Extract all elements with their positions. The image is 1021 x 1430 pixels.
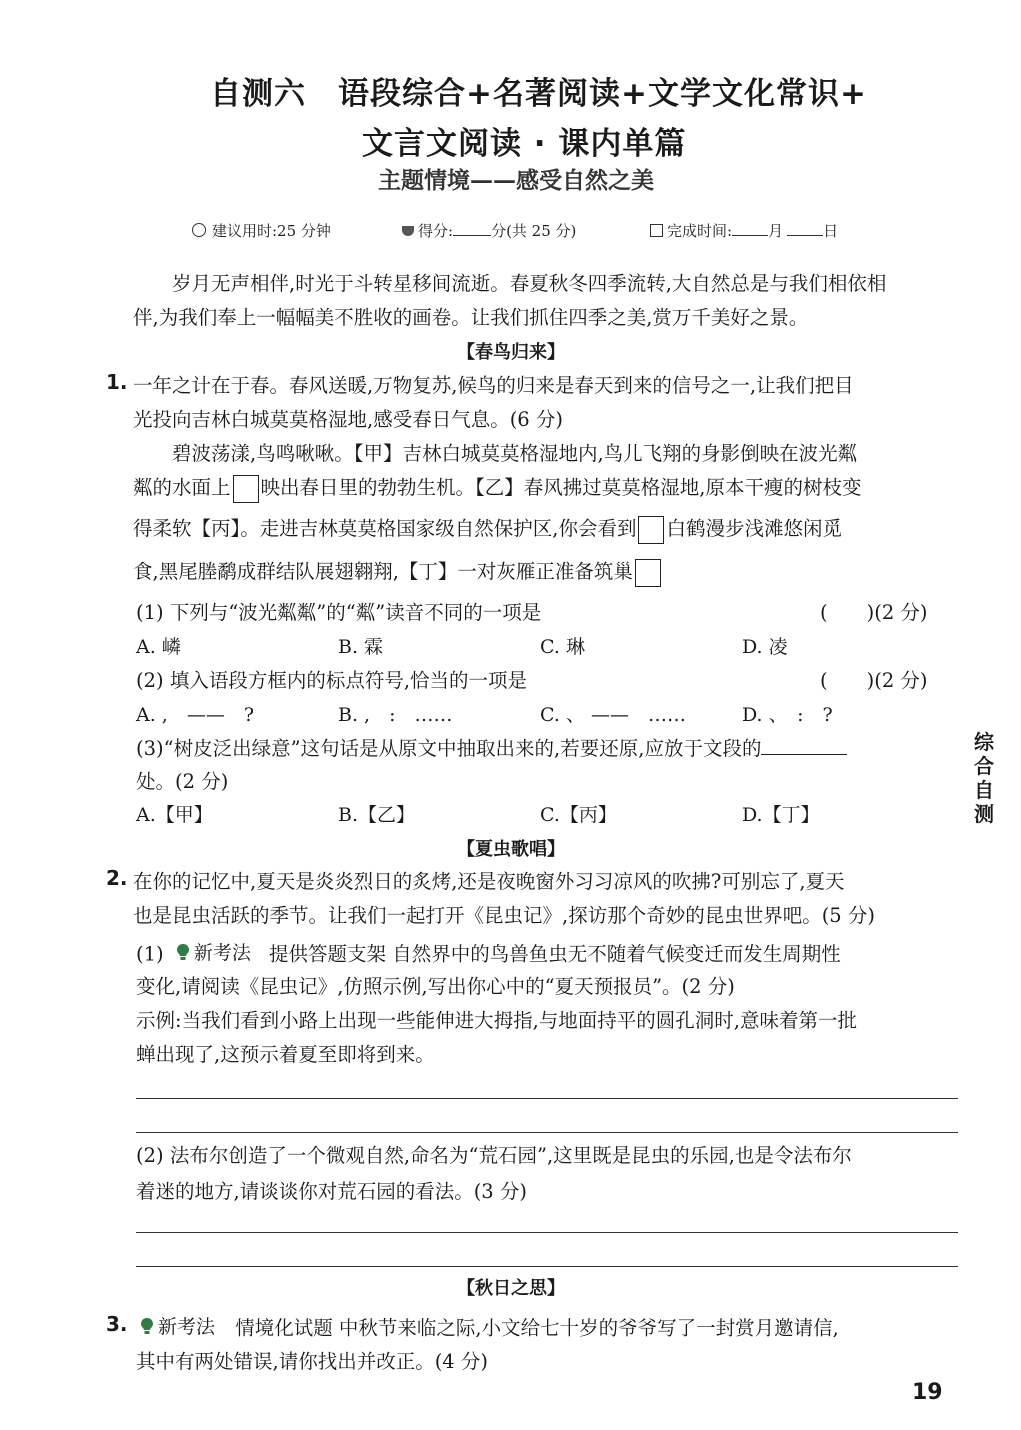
score-blank[interactable] (453, 221, 491, 236)
section-heading-summer: 【夏虫歌唱】 (457, 839, 565, 860)
question-2-number: 2. (106, 866, 128, 890)
q1-sub3-option-c[interactable]: C.【丙】 (540, 804, 617, 826)
lightbulb-icon (176, 943, 190, 961)
q1-sub1-option-c[interactable]: C. 琳 (540, 636, 585, 658)
page-number: 19 (912, 1380, 943, 1405)
q2-stem-line1: 在你的记忆中,夏天是炎炎烈日的炙烤,还是夜晚窗外习习凉风的吹拂?可别忘了,夏天 (133, 870, 845, 893)
q1-sub2-answer-paren[interactable]: ( )(2 分) (820, 669, 928, 692)
page-title-line2: 文言文阅读 · 课内单篇 (362, 126, 687, 162)
q3-text: 情境化试题 中秋节来临之际,小文给七十岁的爷爷写了一封赏月邀请信, (235, 1316, 839, 1340)
score-label: 得分: (418, 222, 454, 240)
q1-sub3-stem2: 处。(2 分) (136, 770, 229, 793)
sidebar-char: 合 (974, 754, 994, 778)
punctuation-box-1[interactable] (233, 475, 259, 503)
tag-label: 新考法 (158, 1316, 216, 1338)
intro-line2: 伴,为我们奉上一幅幅美不胜收的画卷。让我们抓住四季之美,赏万千美好之景。 (133, 306, 809, 329)
tag-label: 新考法 (193, 942, 251, 964)
passage-text: 映出春日里的勃勃生机。【乙】春风拂过莫莫格湿地,原本干瘦的树枝变 (260, 476, 862, 499)
month-blank[interactable] (732, 221, 768, 236)
meta-row (192, 220, 331, 241)
q2-stem-line2: 也是昆虫活跃的季节。让我们一起打开《昆虫记》,探访那个奇妙的昆虫世界吧。(5 分) (133, 904, 876, 927)
question-3-number: 3. (106, 1312, 128, 1336)
q1-passage-line3 (133, 513, 842, 544)
passage-text: 白鹤漫步浅滩悠闲觅 (666, 517, 842, 540)
punctuation-box-3[interactable] (635, 559, 661, 587)
intro-line1: 岁月无声相伴,时光于斗转星移间流逝。春夏秋冬四季流转,大自然总是与我们相依相 (172, 272, 887, 295)
lightbulb-icon (140, 1317, 154, 1335)
q1-sub1-stem: (1) 下列与“波光粼粼”的“粼”读音不同的一项是 (136, 601, 542, 624)
q2-example-line1: 示例:当我们看到小路上出现一些能伸进大拇指,与地面持平的圆孔洞时,意味着第一批 (136, 1009, 857, 1032)
q2-sub2-line2: 着迷的地方,请谈谈你对荒石园的看法。(3 分) (136, 1180, 528, 1203)
q1-sub3-answer-blank[interactable] (761, 736, 847, 755)
q1-sub2-option-a[interactable]: A. , —— ? (136, 704, 255, 726)
time-label: 建议用时:25 分钟 (212, 222, 331, 240)
sub3-text: (3)“树皮泛出绿意”这句话是从原文中抽取出来的,若要还原,应放于文段的 (136, 737, 762, 760)
passage-text: 得柔软【丙】。走进吉林莫莫格国家级自然保护区,你会看到 (133, 517, 637, 540)
answer-line[interactable] (136, 1098, 958, 1099)
trophy-icon (402, 226, 414, 236)
passage-text: 食,黑尾塍鹬成群结队展翅翱翔,【丁】一对灰雁正准备筑巢 (133, 560, 633, 583)
q1-sub2-stem: (2) 填入语段方框内的标点符号,恰当的一项是 (136, 669, 528, 692)
clock-icon (192, 223, 206, 237)
score-field (402, 220, 576, 241)
q1-sub3-option-b[interactable]: B.【乙】 (338, 804, 416, 826)
q1-sub3-option-a[interactable]: A.【甲】 (136, 804, 213, 826)
page-title-line1: 自测六 语段综合+名著阅读+文学文化常识+ (210, 76, 867, 112)
new-method-tag (140, 1312, 215, 1339)
q2-sub2-line1: (2) 法布尔创造了一个微观自然,命名为“荒石园”,这里既是昆虫的乐园,也是令法布尔 (136, 1144, 852, 1167)
q2-example-line2: 蝉出现了,这预示着夏至即将到来。 (136, 1043, 435, 1066)
q2-sub1-line1 (136, 938, 841, 967)
day-label: 日 (823, 222, 839, 240)
punctuation-box-2[interactable] (638, 516, 664, 544)
day-blank[interactable] (787, 221, 823, 236)
finish-time-field (650, 220, 838, 241)
q2-sub1-line2: 变化,请阅读《昆虫记》,仿照示例,写出你心中的“夏天预报员”。(2 分) (136, 975, 735, 998)
q3-line1 (140, 1312, 839, 1341)
q3-line2: 其中有两处错误,请你找出并改正。(4 分) (136, 1350, 489, 1373)
section-heading-spring: 【春鸟归来】 (457, 342, 565, 363)
theme-subtitle: 主题情境——感受自然之美 (378, 167, 654, 194)
q1-sub3-stem (136, 733, 847, 761)
new-method-tag (176, 938, 251, 965)
section-heading-autumn: 【秋日之思】 (457, 1278, 565, 1299)
answer-line[interactable] (136, 1132, 958, 1133)
finish-label: 完成时间: (667, 222, 733, 240)
q1-stem-line1: 一年之计在于春。春风送暖,万物复苏,候鸟的归来是春天到来的信号之一,让我们把目 (133, 374, 854, 397)
question-1-number: 1. (106, 370, 128, 394)
q1-sub1-option-a[interactable]: A. 嶙 (136, 636, 181, 658)
q1-sub1-answer-paren[interactable]: ( )(2 分) (820, 601, 928, 624)
q1-passage-line2 (133, 472, 861, 503)
sidebar-label (972, 730, 996, 826)
q1-sub1-option-b[interactable]: B. 霖 (338, 636, 384, 658)
sidebar-char: 测 (974, 802, 994, 826)
calendar-icon (650, 224, 663, 237)
score-unit: 分(共 25 分) (491, 222, 577, 240)
q1-sub3-option-d[interactable]: D.【丁】 (742, 804, 820, 826)
month-label: 月 (768, 222, 784, 240)
sidebar-char: 综 (974, 730, 994, 754)
q1-sub2-option-d[interactable]: D. 、 : ? (742, 704, 833, 726)
q1-sub2-option-b[interactable]: B. , : …… (338, 704, 453, 726)
sub1-text: 提供答题支架 自然界中的鸟兽鱼虫无不随着气候变迁而发生周期性 (269, 942, 841, 966)
sub-prefix: (1) (136, 942, 164, 966)
q1-sub2-option-c[interactable]: C. 、 —— …… (540, 704, 686, 726)
q1-passage-line4 (133, 556, 663, 587)
q1-sub1-option-d[interactable]: D. 凌 (742, 636, 788, 658)
passage-text: 粼的水面上 (133, 476, 231, 499)
q1-stem-line2: 光投向吉林白城莫莫格湿地,感受春日气息。(6 分) (133, 408, 564, 431)
answer-line[interactable] (136, 1232, 958, 1233)
q1-passage-line1: 碧波荡漾,鸟鸣啾啾。【甲】吉林白城莫莫格湿地内,鸟儿飞翔的身影倒映在波光粼 (172, 442, 858, 465)
sidebar-char: 自 (974, 778, 994, 802)
answer-line[interactable] (136, 1266, 958, 1267)
